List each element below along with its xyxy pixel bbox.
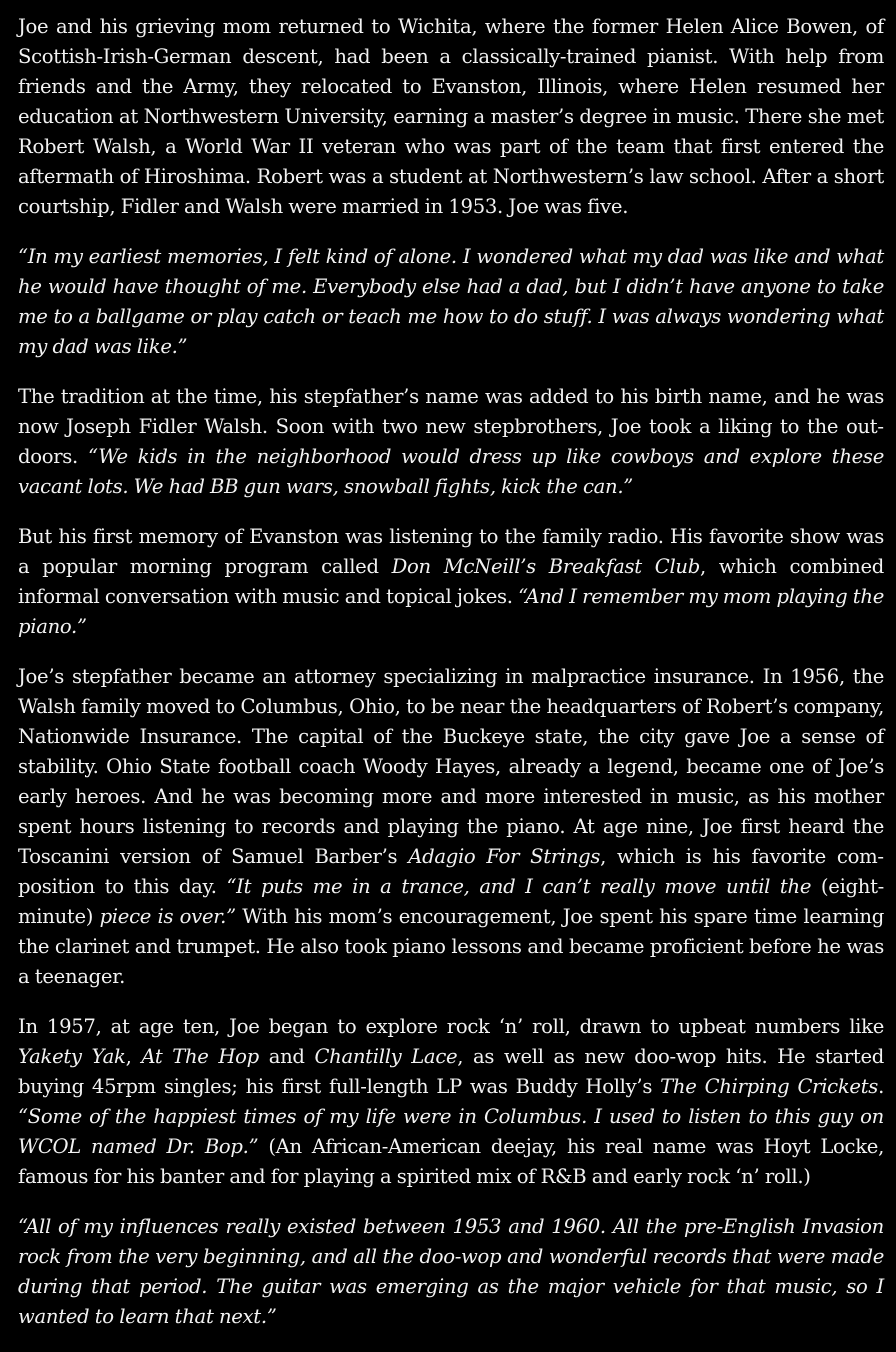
text-run: With his mom’s encouragement, Joe spent his spare time learning the clarinet and trumpet. He also took piano lessons and became proficient before he was a teenager.	[18, 905, 884, 988]
song-title: At The Hop	[141, 1045, 259, 1068]
song-title: Yakety Yak	[18, 1045, 126, 1068]
text-run: (eight-minute)	[18, 875, 884, 928]
text-run: But his first memory of Evanston was listening to the family radio. His favorite show was a popular morning program called	[18, 525, 884, 578]
quote-text: “It puts me in a trance, and I can’t really move until the	[226, 875, 812, 898]
work-title: Adagio For Strings	[408, 845, 601, 868]
quote-paragraph	[18, 242, 884, 362]
text-run: , which combined informal conversation with music and topical jokes.	[18, 555, 884, 608]
text-run: , as well as new doo-wop hits. He started buying 45rpm singles; his first full-length LP was Buddy Holly’s	[18, 1045, 884, 1098]
text-run: Joe and his grieving mom returned to Wichita, where the former Helen Alice Bowen, of Scottish-Irish-German descent, had been a classically-trained pianist. With help from friends and the Army, they relocated to Evanston, Illinois, where Helen resumed her education at Northwestern University, earning a master’s degree in music. There she met Robert Walsh, a World War II veteran who was part of the team that first entered the aftermath of Hiroshima. Robert was a student at Northwestern’s law school. After a short courtship, Fidler and Walsh were married in 1953. Joe was five.	[18, 15, 884, 218]
album-title: The Chirping Crickets	[660, 1075, 879, 1098]
quote-text: “We kids in the neighborhood would dress up like cowboys and explore these vacant lots. We had BB gun wars, snowball fights, kick the can.”	[18, 445, 884, 498]
text-run: , which is his favorite composition to this day.	[18, 845, 884, 898]
text-run: .	[878, 1075, 884, 1098]
quote-text: “Some of the happiest times of my life were in Columbus. I used to listen to this guy on WCOL named Dr. Bop.”	[18, 1105, 884, 1158]
text-run: and	[258, 1045, 315, 1068]
quote-text: “And I remember my mom playing the piano.”	[18, 585, 884, 638]
paragraph	[18, 382, 884, 502]
text-run: The tradition at the time, his stepfather’s name was added to his birth name, and he was now Joseph Fidler Walsh. Soon with two new stepbrothers, Joe took a liking to the outdoors.	[18, 385, 884, 468]
quote-paragraph	[18, 1212, 884, 1332]
quote-text: piece is over.”	[99, 905, 236, 928]
paragraph	[18, 12, 884, 222]
show-title: Don McNeill’s Breakfast Club	[391, 555, 700, 578]
song-title: Chantilly Lace	[314, 1045, 458, 1068]
text-run: (An African-American deejay, his real name was Hoyt Locke, famous for his banter and for playing a spirited mix of R&B and early rock ‘n’ roll.)	[18, 1135, 884, 1188]
quote-text: “All of my influences really existed between 1953 and 1960. All the pre-English Invasion rock from the very beginning, and all the doo-wop and wonderful records that were made during that period. The guitar was emerging as the major vehicle for that music, so I wanted to learn that next.”	[18, 1215, 884, 1328]
text-run: ,	[125, 1045, 142, 1068]
paragraph	[18, 662, 884, 992]
paragraph	[18, 1012, 884, 1192]
document-page	[18, 12, 884, 1352]
quote-text: “In my earliest memories, I felt kind of alone. I wondered what my dad was like and what he would have thought of me. Everybody else had a dad, but I didn’t have anyone to take me to a ballgame or play catch or teach me how to do stuff. I was always wondering what my dad was like.”	[18, 245, 884, 358]
paragraph	[18, 522, 884, 642]
text-run: In 1957, at age ten, Joe began to explore rock ‘n’ roll, drawn to upbeat numbers like	[18, 1015, 884, 1038]
text-run: Joe’s stepfather became an attorney specializing in malpractice insurance. In 1956, the Walsh family moved to Columbus, Ohio, to be near the headquarters of Robert’s company, Nationwide Insurance. The capital of the Buckeye state, the city gave Joe a sense of stability. Ohio State football coach Woody Hayes, already a legend, became one of Joe’s early heroes. And he was becoming more and more interested in music, as his mother spent hours listening to records and playing the piano. At age nine, Joe first heard the Toscanini version of Samuel Barber’s	[18, 665, 884, 868]
